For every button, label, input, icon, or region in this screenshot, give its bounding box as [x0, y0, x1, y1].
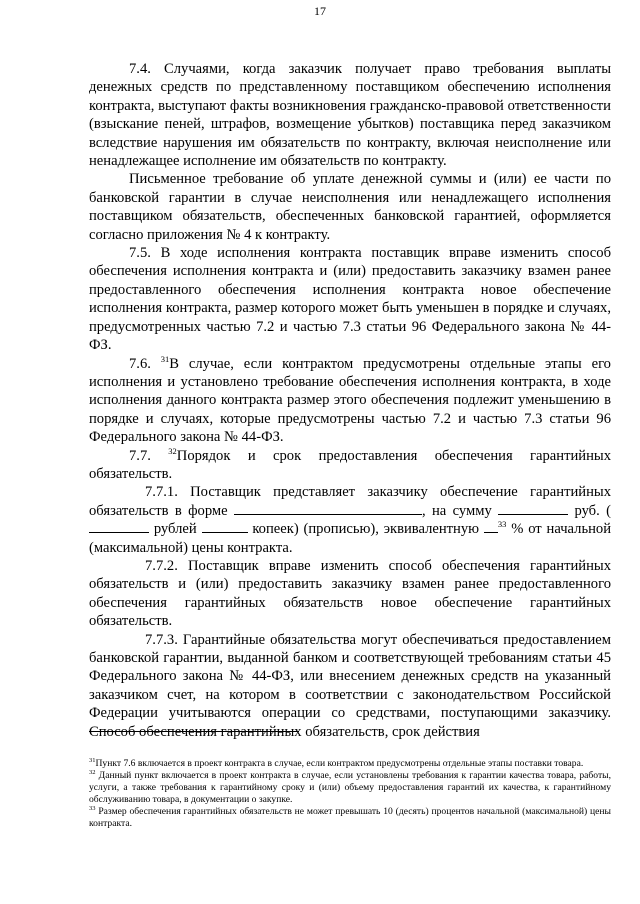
clause-7-6 — [89, 355, 611, 447]
clause-7-7-3: 7.7.3. Гарантийные обязательства могут обеспечиваться предоставлением банковской гарантии, выданной банком и соответствующей требованиям статьи 45 Федерального закона № 44-ФЗ, или внесением денежных средств на указанный заказчиком счет, на котором в соответствии с законодательством Российской Федерации учитываются операции со средствами, поступающими заказчику. Способ обеспечения гарантийных обязательств, срок действия — [89, 631, 611, 740]
footnote-ref-32[interactable]: 32 — [168, 445, 177, 456]
footnote-32 — [89, 770, 611, 806]
footnote-31-text: Пункт 7.6 включается в проект контракта в случае, если контрактом предусмотрены отдельные этапы поставки товара. — [95, 758, 584, 769]
clause-7-5: 7.5. В ходе исполнения контракта поставщик вправе изменить способ обеспечения исполнения контракта и (или) предоставить заказчику взамен ранее предоставленного обеспечения исполнения контракта новое обеспечение исполнения контракта, размер которого может быть уменьшен в порядке и случаях, предусмотренных частью 7.2 и частью 7.3 статьи 96 Федерального закона № 44-ФЗ. — [89, 245, 611, 354]
page-number: 17 — [314, 4, 326, 18]
clause-7-4: 7.4. Случаями, когда заказчик получает право требования выплаты денежных средств по представленному поставщиком обеспечению исполнения контракта, выступают факты возникновения гражданско-правовой ответственности (взыскание пеней, штрафов, возмещение убытков) поставщика перед заказчиком вследствие нарушения им обязательств по контракту, включая неисполнение или ненадлежащее исполнение им обязательств по контракту. — [89, 61, 611, 170]
clause-7-7 — [89, 447, 611, 484]
footnote-33 — [89, 806, 611, 830]
kopecks-blank[interactable] — [202, 520, 248, 533]
footnote-ref-31[interactable]: 31 — [160, 353, 170, 364]
percent-blank[interactable] — [484, 520, 498, 533]
clause-7-7-1-text-d: рублей — [149, 521, 202, 538]
footnote-ref-33[interactable]: 33 — [497, 519, 507, 530]
clause-7-7-text: Порядок и срок предоставления обеспечения гарантийных обязательств. — [89, 447, 611, 482]
clause-7-7-2: 7.7.2. Поставщик вправе изменить способ обеспечения гарантийных обязательств и (или) предоставить заказчику взамен ранее предоставленного обеспечения гарантийных обязательств новое обеспечение гарантийных обязательств. — [89, 557, 611, 630]
footnote-32-ref: 32 — [89, 768, 96, 776]
footnote-31-ref: 31 — [89, 756, 96, 764]
rubles-blank[interactable] — [89, 520, 149, 533]
footnote-32-text: Данный пункт включается в проект контракта в случае, если установлены требования к гарантии качества товара, работы, услуги, а также требования к гарантийному сроку и (или) объему предоставления гарантий их качества, к гарантийному обслуживанию товара, в документации о закупке. — [89, 770, 611, 806]
sum-blank[interactable] — [498, 502, 568, 515]
clause-7-7-1-text-f: % от начальной (максимальной) цены контракта. — [89, 521, 612, 556]
footnote-31 — [89, 758, 611, 770]
clause-7-7-1-text-e: копеек) (прописью), эквивалентную — [247, 521, 484, 538]
clause-7-7-1-text-b: , на сумму — [421, 502, 499, 519]
clause-7-7-1-text-c: руб. ( — [568, 502, 611, 519]
clause-7-7-number: 7.7. — [129, 447, 169, 464]
footnote-33-text: Размер обеспечения гарантийных обязательств не может превышать 10 (десять) процентов начальной (максимальной) цены контракта. — [89, 806, 611, 830]
footnote-33-ref: 33 — [89, 805, 96, 813]
footnotes — [89, 758, 611, 831]
form-blank[interactable] — [234, 502, 422, 515]
clause-7-6-text: В случае, если контрактом предусмотрены отдельные этапы его исполнения и установлено требование обеспечения исполнения контракта, в ходе исполнения данного контракта размер этого обеспечения подлежит уменьшению в порядке и случаях, которые предусмотрены частью 7.2 и частью 7.3 статьи 96 Федерального закона № 44-ФЗ. — [89, 355, 611, 446]
document-body — [89, 60, 611, 741]
clause-7-7-1 — [89, 483, 611, 557]
clause-7-7-1-text-a: 7.7.1. Поставщик представляет заказчику обеспечение гарантийных обязательств в форме — [89, 484, 611, 519]
clause-7-6-number: 7.6. — [129, 355, 161, 372]
footnote-separator — [89, 731, 299, 732]
demand-paragraph: Письменное требование об уплате денежной суммы и (или) ее части по банковской гарантии в случае неисполнения или ненадлежащего исполнения поставщиком обязательств, обеспеченных банковской гарантией, оформляется согласно приложения № 4 к контракту. — [89, 171, 611, 243]
